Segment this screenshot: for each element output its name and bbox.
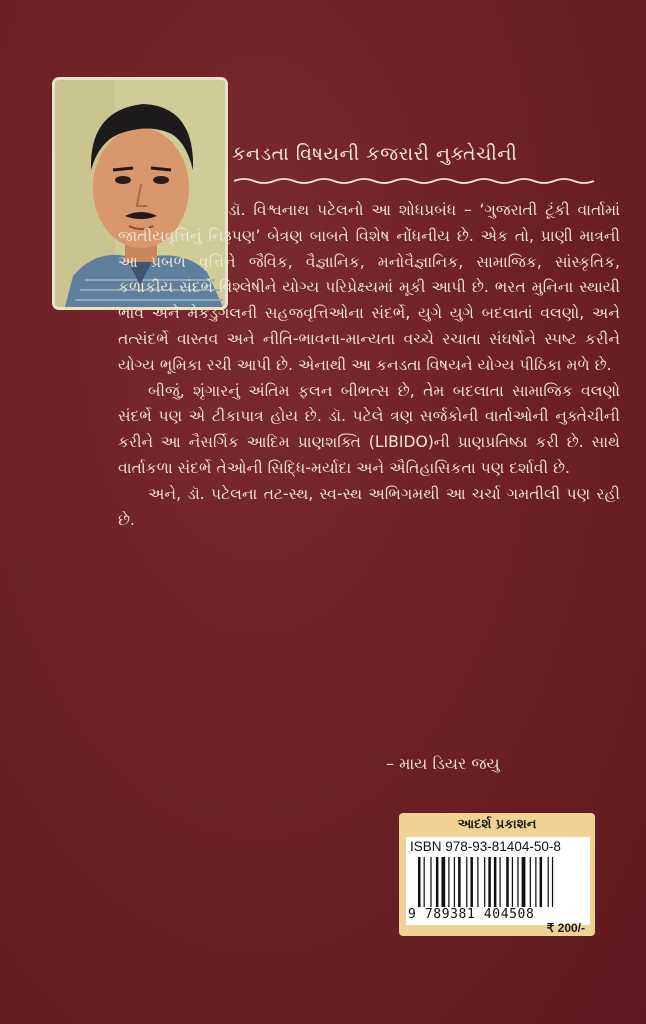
barcode-bar — [448, 857, 449, 907]
barcode-bar — [418, 857, 421, 907]
publisher-name: આદર્શ પ્રકાશન — [457, 817, 537, 832]
blurb-paragraph: બીજું, શૃંગારનું અંતિમ ફલન બીભત્સ છે, તેમ બદલાતા સામાજિક વલણો સંદર્ભે પણ એ ટીકાપાત્ર હોય છે. ડૉ. પટેલે ત્રણ સર્જકોની વાર્તાઓની નુક્તેચીની કરીને આ નૈસર્ગિક આદિમ પ્રાણશક્તિ (LIBIDO)ની પ્રાણપ્રતિષ્ઠા કરી છે. સાથે વાર્તાકળા સંદર્ભે તેઓની સિદ્ધિ-મર્યાદા અને ઐતિહાસિકતા પણ દર્શાવી છે. — [118, 381, 620, 477]
barcode-bar — [506, 857, 509, 907]
barcode-bar — [424, 857, 425, 907]
barcode-bar — [494, 857, 497, 907]
heading-underline — [232, 176, 600, 186]
barcode-bar — [552, 857, 553, 907]
barcode-bar — [454, 857, 455, 907]
barcode-bar — [458, 857, 461, 907]
barcode-bar — [530, 857, 531, 907]
ean-digits: 9 789381 404508 — [408, 907, 535, 922]
barcode-bar — [522, 857, 526, 907]
barcode-bar — [484, 857, 485, 907]
barcode-bar — [499, 857, 500, 907]
blurb-heading: કનડતા વિષયની કજરારી નુક્તેચીની — [232, 143, 518, 165]
barcode-bar — [512, 857, 513, 907]
barcode-bar — [441, 857, 445, 907]
blurb-paragraph: અને, ડૉ. પટેલના તટ-સ્થ, સ્વ-સ્થ અભિગમથી આ ચર્ચા ગમતીલી પણ રહી છે. — [118, 484, 620, 529]
barcode-bar — [466, 857, 467, 907]
barcode-label — [399, 813, 595, 936]
barcode-bar — [548, 857, 549, 907]
isbn-text: ISBN 978-93-81404-50-8 — [410, 839, 561, 854]
price-label: ₹ 200/- — [546, 921, 585, 935]
barcode-bar — [535, 857, 536, 907]
barcode-bar — [488, 857, 491, 907]
signature: – માય ડિયર જયુ — [386, 754, 500, 773]
barcode-bar — [430, 857, 431, 907]
blurb-body — [118, 198, 620, 533]
barcode-bar — [517, 857, 518, 907]
barcode-bar — [436, 857, 439, 907]
barcode-bar — [540, 857, 543, 907]
barcode-bar — [477, 857, 478, 907]
barcode-bars — [418, 857, 580, 907]
barcode-panel — [406, 837, 590, 925]
blurb-paragraph: ડૉ. વિશ્વનાથ પટેલનો આ શોધપ્રબંધ – ‘ગુજરાતી ટૂંકી વાર્તામાં જાતીયવૃત્તિનું નિરૂપણ’ બેત્રણ બાબતે વિશેષ નોંધનીય છે. એક તો, પ્રાણી માત્રની આ પ્રબળ વૃત્તિને જૈવિક, વૈજ્ઞાનિક, મનોવૈજ્ઞાનિક, સામાજિક, સાંસ્કૃતિક, કળાકીય સંદર્ભે વિશ્લેષીને યોગ્ય પરિપ્રેક્ષ્યમાં મૂકી આપી છે. ભરત મુનિના સ્થાયી ભાવ અને મેકડુગલની સહજવૃત્તિઓના સંદર્ભે, યુગે યુગે બદલાતાં વલણો, અને તત્સંદર્ભે વાસ્તવ અને નીતિ-ભાવના-માન્યતા વચ્ચે રચાતા સંઘર્ષોને સ્પષ્ટ કરીને યોગ્ય ભૂમિકા રચી આપી છે. એનાથી આ કનડતા વિષયને યોગ્ય પીઠિકા મળે છે. — [118, 201, 620, 374]
barcode-bar — [470, 857, 473, 907]
